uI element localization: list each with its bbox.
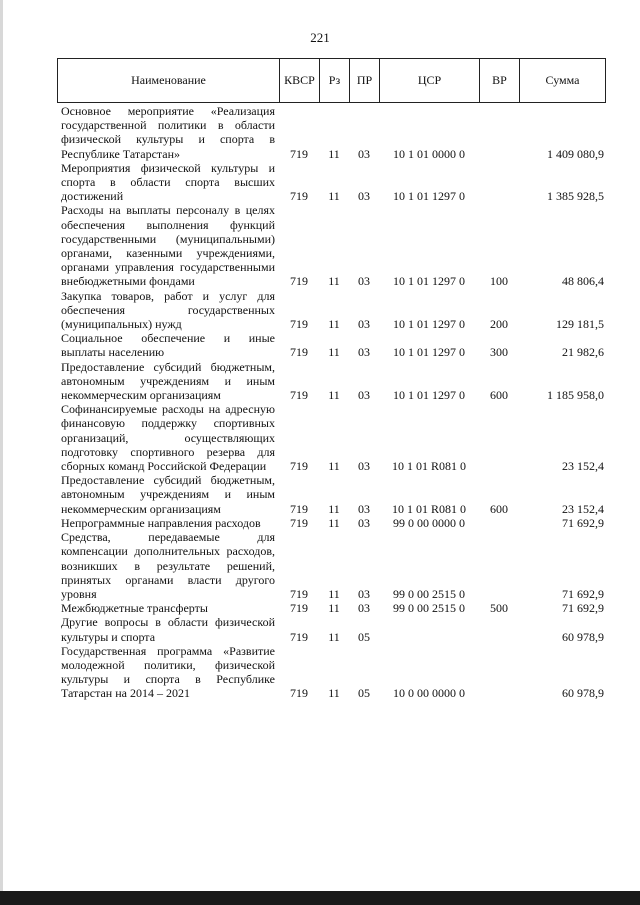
row-csr: 10 0 00 0000 0 [393,686,465,701]
table-row [57,516,606,530]
row-kvsr: 719 [290,317,308,332]
row-pr: 05 [358,686,370,701]
row-kvsr: 719 [290,189,308,204]
row-csr: 10 1 01 R081 0 [391,459,466,474]
row-sum: 1 409 080,9 [547,146,604,161]
row-pr: 03 [358,274,370,289]
row-name: Предоставление субсидий бюджетным, автономным учреждениям и иным некоммерческим организациям [61,359,275,403]
row-csr: 10 1 01 1297 0 [393,388,465,403]
row-name: Закупка товаров, работ и услуг для обеспечения государственных (муниципальных) нужд [61,288,275,332]
row-name: Расходы на выплаты персоналу в целях обеспечения выполнения функций государственными (муниципальными) органами, казенными учреждениями, органами управления государственными внебюджетными фондами [61,203,275,289]
row-csr: 10 1 01 1297 0 [393,189,465,204]
table-row [57,615,606,643]
scan-edge [0,0,3,905]
row-name: Основное мероприятие «Реализация государственной политики в области физической культуры и спорта в Республике Татарстан» [61,104,275,161]
row-name: Софинансируемые расходы на адресную финансовую поддержку спортивных организаций, осуществляющих подготовку спортивного резерва для сборных команд Российской Федерации [61,402,275,474]
row-sum: 129 181,5 [556,317,604,332]
row-name: Межбюджетные трансферты [61,601,208,616]
row-csr: 10 1 01 1297 0 [393,345,465,360]
row-pr: 03 [358,459,370,474]
table-row [57,289,606,332]
row-sum: 1 185 958,0 [547,388,604,403]
table-row [57,203,606,288]
row-name: Другие вопросы в области физической культуры и спорта [61,615,275,644]
row-sum: 71 692,9 [562,586,604,601]
row-sum: 71 692,9 [562,515,604,530]
row-pr: 03 [358,189,370,204]
row-kvsr: 719 [290,501,308,516]
row-vr: 200 [490,317,508,332]
row-vr: 500 [490,601,508,616]
table-row [57,601,606,615]
table-row [57,104,606,161]
page-number: 221 [310,30,330,45]
row-rz: 11 [328,459,340,474]
table-row [57,331,606,359]
row-vr: 600 [490,501,508,516]
row-csr: 10 1 01 1297 0 [393,317,465,332]
row-kvsr: 719 [290,601,308,616]
row-csr: 99 0 00 0000 0 [393,515,465,530]
row-csr: 99 0 00 2515 0 [393,586,465,601]
header-kvsr: КВСР [280,59,320,102]
row-pr: 03 [358,501,370,516]
row-pr: 03 [358,388,370,403]
table-row [57,473,606,516]
row-kvsr: 719 [290,629,308,644]
header-name: Наименование [58,59,280,102]
table-row [57,360,606,403]
header-vr: ВР [480,59,520,102]
scan-bottom-edge [0,891,640,905]
row-kvsr: 719 [290,146,308,161]
row-rz: 11 [328,388,340,403]
row-pr: 03 [358,146,370,161]
row-sum: 60 978,9 [562,686,604,701]
row-rz: 11 [328,515,340,530]
header-rz: Рз [320,59,350,102]
table-row [57,530,606,601]
row-name: Предоставление субсидий бюджетным, автономным учреждениям и иным некоммерческим организациям [61,473,275,516]
row-pr: 05 [358,629,370,644]
row-kvsr: 719 [290,686,308,701]
row-rz: 11 [328,146,340,161]
row-pr: 03 [358,586,370,601]
row-kvsr: 719 [290,388,308,403]
row-name: Социальное обеспечение и иные выплаты населению [61,331,275,360]
header-pr: ПР [350,59,380,102]
row-rz: 11 [328,345,340,360]
header-csr: ЦСР [380,59,480,102]
row-name: Мероприятия физической культуры и спорта в области спорта высших достижений [61,160,275,204]
row-sum: 21 982,6 [562,345,604,360]
row-sum: 48 806,4 [562,274,604,289]
row-vr: 600 [490,388,508,403]
row-rz: 11 [328,274,340,289]
row-rz: 11 [328,317,340,332]
row-rz: 11 [328,189,340,204]
row-kvsr: 719 [290,274,308,289]
table-body [57,104,606,701]
table-row [57,402,606,473]
table-row [57,161,606,204]
row-pr: 03 [358,601,370,616]
row-csr: 10 1 01 0000 0 [393,146,465,161]
row-kvsr: 719 [290,345,308,360]
row-pr: 03 [358,345,370,360]
row-name: Средства, передаваемые для компенсации дополнительных расходов, возникших в результате решений, принятых органами власти другого уровня [61,530,275,601]
row-sum: 71 692,9 [562,601,604,616]
row-sum: 60 978,9 [562,629,604,644]
table-header [57,58,606,103]
row-name: Государственная программа «Развитие молодежной политики, физической культуры и спорта в Республике Татарстан на 2014 – 2021 [61,643,275,701]
row-rz: 11 [328,501,340,516]
row-kvsr: 719 [290,459,308,474]
row-pr: 03 [358,317,370,332]
row-vr: 300 [490,345,508,360]
row-pr: 03 [358,515,370,530]
row-vr: 100 [490,274,508,289]
row-sum: 1 385 928,5 [547,189,604,204]
row-rz: 11 [328,686,340,701]
table-row [57,644,606,701]
row-rz: 11 [328,586,340,601]
row-rz: 11 [328,601,340,616]
row-csr: 10 1 01 R081 0 [391,501,466,516]
row-csr: 99 0 00 2515 0 [393,601,465,616]
row-rz: 11 [328,629,340,644]
header-sum: Сумма [545,73,580,87]
row-kvsr: 719 [290,515,308,530]
row-sum: 23 152,4 [562,501,604,516]
row-kvsr: 719 [290,586,308,601]
row-sum: 23 152,4 [562,459,604,474]
row-csr: 10 1 01 1297 0 [393,274,465,289]
row-name: Непрограммные направления расходов [61,515,261,530]
